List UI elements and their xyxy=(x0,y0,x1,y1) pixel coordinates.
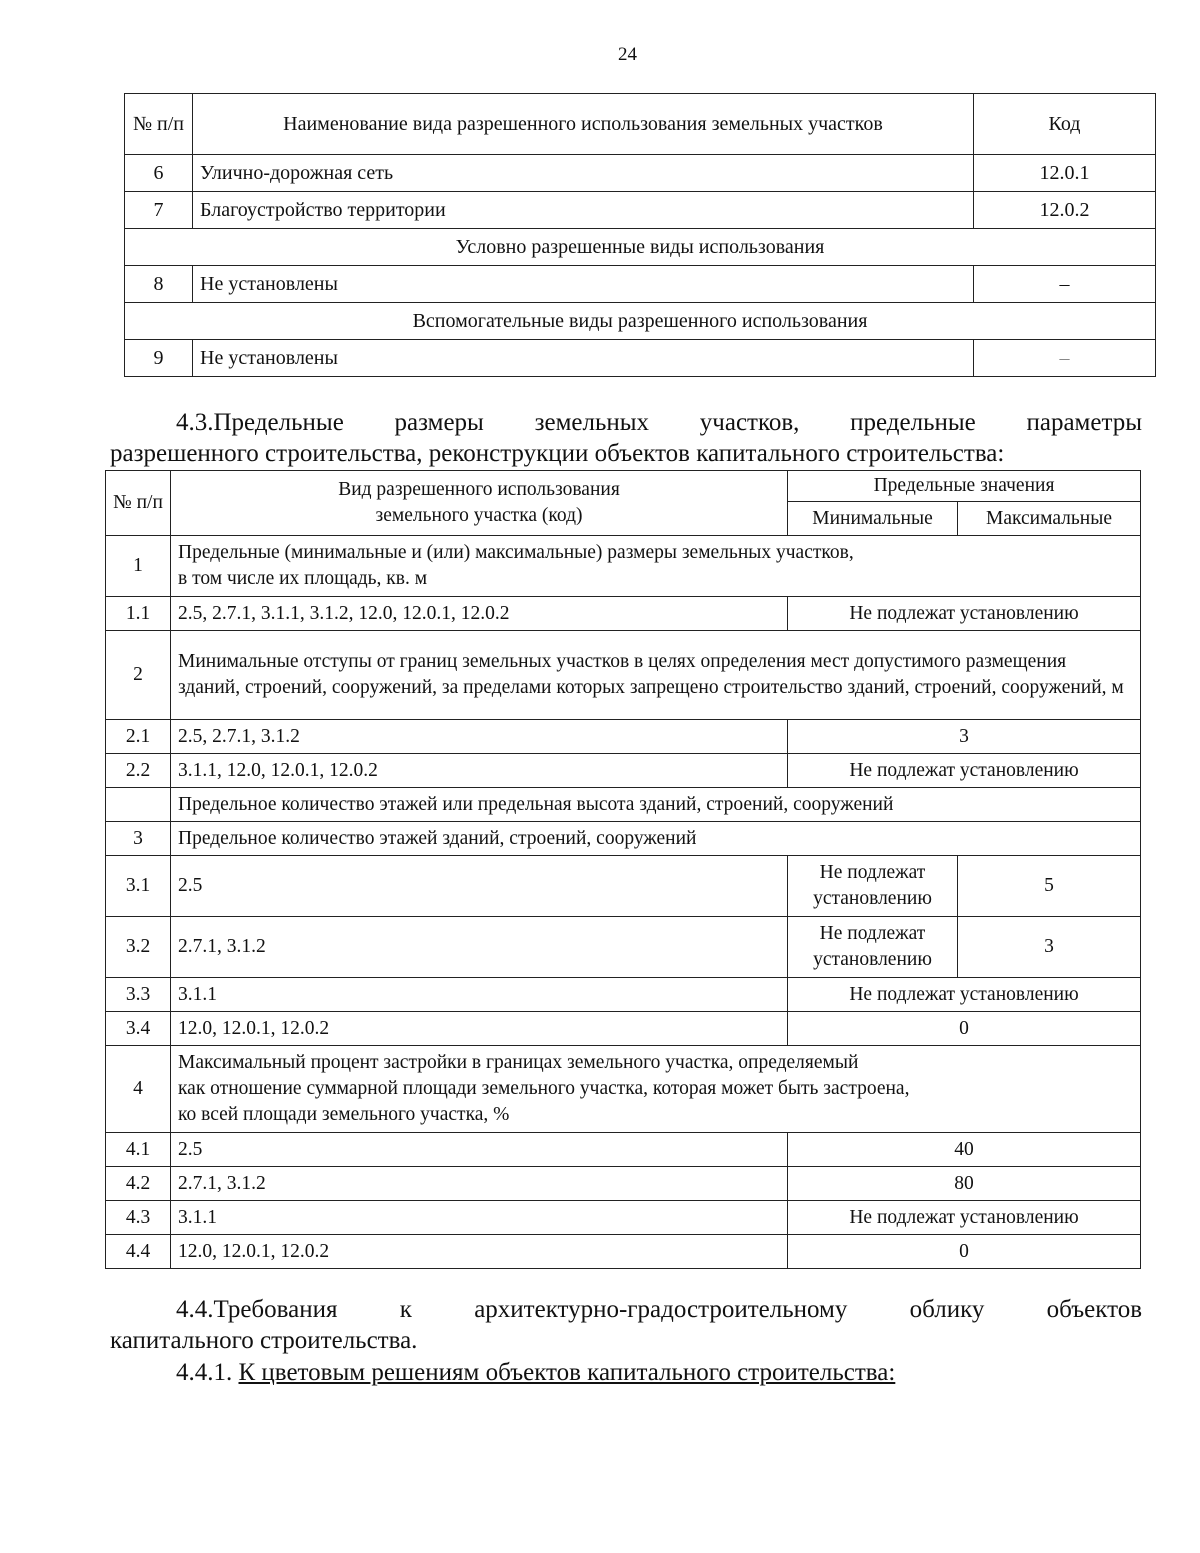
section-conditional: Условно разрешенные виды использования xyxy=(125,229,1156,266)
table-header-row xyxy=(125,94,1156,155)
group-num xyxy=(106,788,171,822)
section-row xyxy=(125,229,1156,266)
sub-number: 4.4.1. xyxy=(176,1359,233,1386)
row-num: 9 xyxy=(125,340,193,377)
row-codes: 2.5 xyxy=(171,856,788,917)
group-row xyxy=(106,631,1141,720)
header-min: Минимальные xyxy=(788,502,958,536)
table-row xyxy=(106,917,1141,978)
row-code: – xyxy=(974,266,1156,303)
row-code: 12.0.1 xyxy=(974,155,1156,192)
table-row xyxy=(125,340,1156,377)
table-row xyxy=(106,1012,1141,1046)
group-row xyxy=(106,822,1141,856)
table-row xyxy=(106,856,1141,917)
section-4-3-line1: 4.3.Предельные размеры земельных участков, предельные параметры xyxy=(176,409,1142,436)
row-num: 7 xyxy=(125,192,193,229)
row-num: 3.3 xyxy=(106,978,171,1012)
section-auxiliary: Вспомогательные виды разрешенного использования xyxy=(125,303,1156,340)
group-text xyxy=(171,536,1141,597)
table-row xyxy=(106,754,1141,788)
header-max: Максимальные xyxy=(958,502,1141,536)
table-row xyxy=(106,1235,1141,1269)
table-row xyxy=(106,978,1141,1012)
row-name: Улично-дорожная сеть xyxy=(193,155,974,192)
limits-table xyxy=(105,470,1141,1269)
header-num: № п/п xyxy=(125,94,193,155)
section-4-4-line1: 4.4.Требования к архитектурно-градостроительному облику объектов xyxy=(176,1296,1142,1323)
row-codes: 2.7.1, 3.1.2 xyxy=(171,1167,788,1201)
page-number: 24 xyxy=(618,44,637,65)
row-value: 80 xyxy=(788,1167,1141,1201)
row-num: 2.2 xyxy=(106,754,171,788)
row-num: 6 xyxy=(125,155,193,192)
group-text-line: в том числе их площадь, кв. м xyxy=(178,568,428,589)
row-codes: 12.0, 12.0.1, 12.0.2 xyxy=(171,1012,788,1046)
row-num: 8 xyxy=(125,266,193,303)
table-row xyxy=(106,1201,1141,1235)
row-name: Благоустройство территории xyxy=(193,192,974,229)
group-text-line: Предельные (минимальные и (или) максимальные) размеры земельных участков, xyxy=(178,542,854,563)
group-text: Минимальные отступы от границ земельных участков в целях определения мест допустимого размещения зданий, строений, сооружений, за пределами которых запрещено строительство зданий, строений, сооружений, м xyxy=(171,631,1141,720)
row-num: 4.1 xyxy=(106,1133,171,1167)
header-limits: Предельные значения xyxy=(788,471,1141,502)
row-code: – xyxy=(974,340,1156,377)
group-text-line: Максимальный процент застройки в границах земельного участка, определяемый xyxy=(178,1052,859,1073)
row-name: Не установлены xyxy=(193,340,974,377)
group-text-line: как отношение суммарной площади земельного участка, которая может быть застроена, xyxy=(178,1078,910,1099)
table-row xyxy=(106,1133,1141,1167)
section-row xyxy=(125,303,1156,340)
row-max: 3 xyxy=(958,917,1141,978)
row-num: 3.1 xyxy=(106,856,171,917)
row-num: 4.2 xyxy=(106,1167,171,1201)
group-num: 3 xyxy=(106,822,171,856)
row-num: 4.3 xyxy=(106,1201,171,1235)
header-name: Наименование вида разрешенного использования земельных участков xyxy=(193,94,974,155)
row-codes: 3.1.1 xyxy=(171,978,788,1012)
row-codes: 2.5 xyxy=(171,1133,788,1167)
group-num: 2 xyxy=(106,631,171,720)
row-value: 40 xyxy=(788,1133,1141,1167)
permitted-use-table xyxy=(124,93,1156,377)
row-codes: 2.5, 2.7.1, 3.1.2 xyxy=(171,720,788,754)
row-codes: 3.1.1, 12.0, 12.0.1, 12.0.2 xyxy=(171,754,788,788)
header-kind: Вид разрешенного использования земельного участка (код) xyxy=(171,471,788,536)
group-row xyxy=(106,1046,1141,1133)
row-value: 3 xyxy=(788,720,1141,754)
row-value: Не подлежат установлению xyxy=(788,978,1141,1012)
row-num: 4.4 xyxy=(106,1235,171,1269)
row-codes: 12.0, 12.0.1, 12.0.2 xyxy=(171,1235,788,1269)
table-row xyxy=(125,155,1156,192)
row-codes: 3.1.1 xyxy=(171,1201,788,1235)
header-num: № п/п xyxy=(106,471,171,536)
row-value: Не подлежат установлению xyxy=(788,597,1141,631)
section-4-4-1 xyxy=(176,1356,1136,1389)
group-row xyxy=(106,788,1141,822)
row-num: 2.1 xyxy=(106,720,171,754)
group-text-line: ко всей площади земельного участка, % xyxy=(178,1104,510,1125)
group-num: 4 xyxy=(106,1046,171,1133)
sub-title: К цветовым решениям объектов капитального строительства: xyxy=(238,1359,896,1386)
header-code: Код xyxy=(974,94,1156,155)
section-4-4-line2: капитального строительства. xyxy=(110,1327,418,1354)
section-4-3-line2: разрешенного строительства, реконструкции объектов капитального строительства: xyxy=(110,440,1005,467)
row-num: 3.4 xyxy=(106,1012,171,1046)
table-row xyxy=(106,720,1141,754)
row-max: 5 xyxy=(958,856,1141,917)
row-value: 0 xyxy=(788,1235,1141,1269)
group-text: Предельное количество этажей или предельная высота зданий, строений, сооружений xyxy=(171,788,1141,822)
row-codes: 2.5, 2.7.1, 3.1.1, 3.1.2, 12.0, 12.0.1, 12.0.2 xyxy=(171,597,788,631)
table-row xyxy=(125,192,1156,229)
table-row xyxy=(106,597,1141,631)
row-value: 0 xyxy=(788,1012,1141,1046)
row-num: 1.1 xyxy=(106,597,171,631)
row-value: Не подлежат установлению xyxy=(788,754,1141,788)
row-num: 3.2 xyxy=(106,917,171,978)
group-text: Предельное количество этажей зданий, строений, сооружений xyxy=(171,822,1141,856)
row-min: Не подлежат установлению xyxy=(788,856,958,917)
row-code: 12.0.2 xyxy=(974,192,1156,229)
group-row xyxy=(106,536,1141,597)
table-row xyxy=(106,1167,1141,1201)
group-num: 1 xyxy=(106,536,171,597)
table-row xyxy=(125,266,1156,303)
row-name: Не установлены xyxy=(193,266,974,303)
row-codes: 2.7.1, 3.1.2 xyxy=(171,917,788,978)
row-value: Не подлежат установлению xyxy=(788,1201,1141,1235)
group-text xyxy=(171,1046,1141,1133)
row-min: Не подлежат установлению xyxy=(788,917,958,978)
table-header-row xyxy=(106,471,1141,502)
